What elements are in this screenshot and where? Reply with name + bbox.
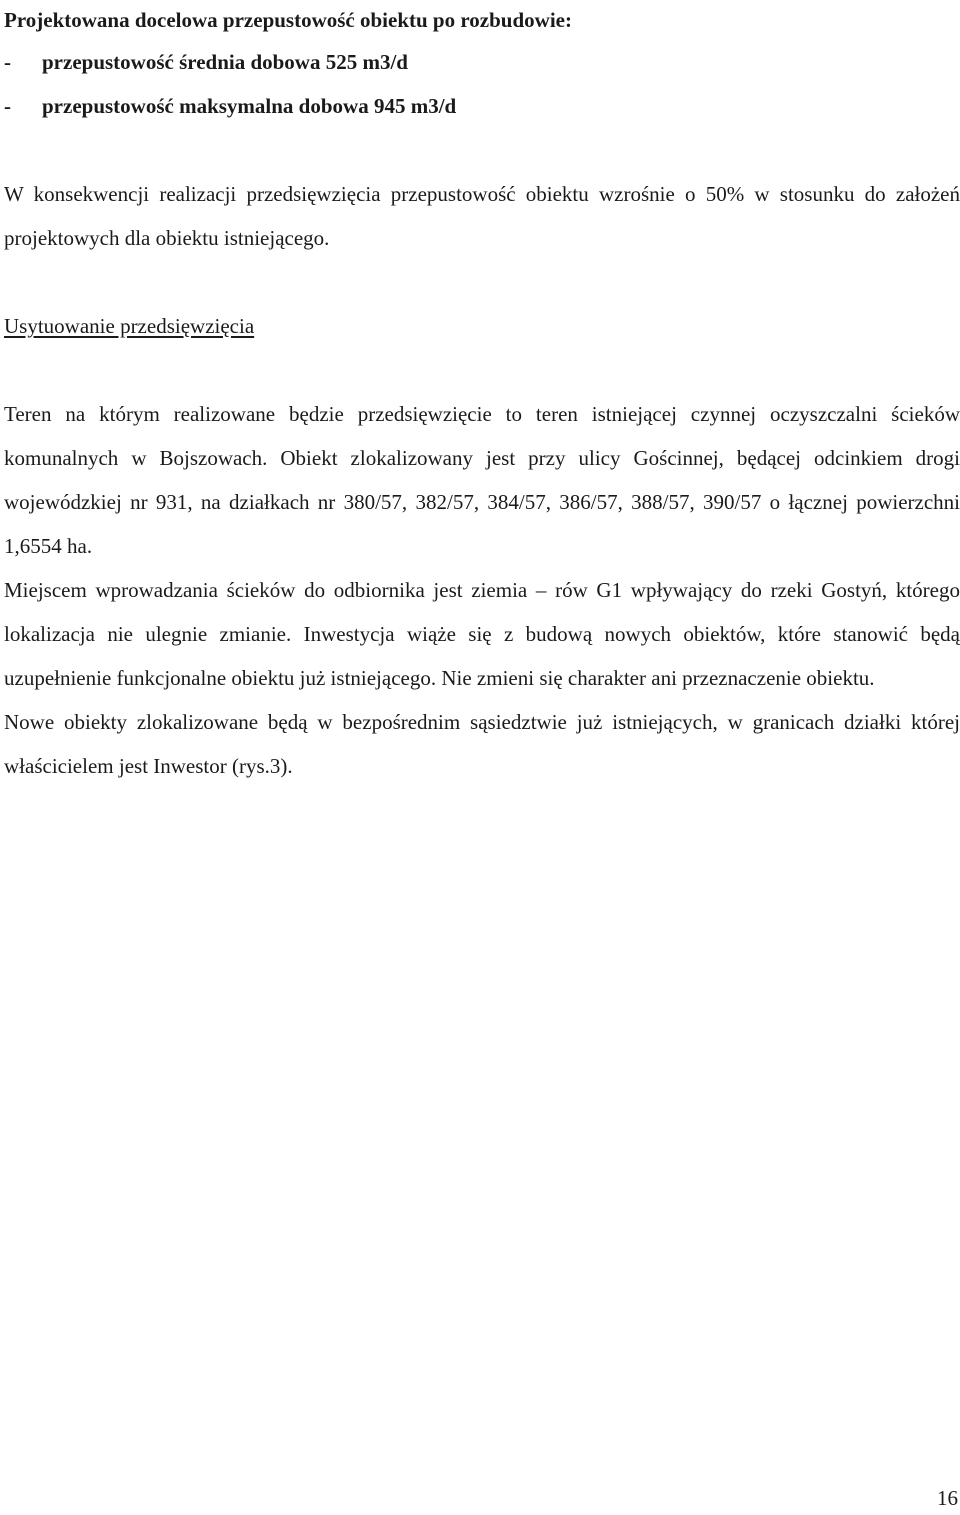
spacer <box>4 128 960 172</box>
page-number: 16 <box>937 1486 958 1510</box>
paragraph-location: Teren na którym realizowane będzie przedsięwzięcie to teren istniejącej czynnej oczyszczalni ścieków komunalnych w Bojszowach. Obiekt zlokalizowany jest przy ulicy Gościnnej, będącej odcinkiem drogi wojewódzkiej nr 931, na działkach nr 380/57, 382/57, 384/57, 386/57, 388/57, 390/57 o łącznej powierzchni 1,6554 ha. <box>4 402 960 558</box>
spacer <box>4 260 960 304</box>
capacity-list <box>4 40 960 128</box>
section-title: Usytuowanie przedsięwzięcia <box>4 314 255 338</box>
paragraph-discharge: Miejscem wprowadzania ścieków do odbiornika jest ziemia – rów G1 wpływający do rzeki Gostyń, którego lokalizacja nie ulegnie zmianie. Inwestycja wiąże się z budową nowych obiektów, które stanowić będą uzupełnienie funkcjonalne obiektu już istniejącego. Nie zmieni się charakter ani przeznaczenie obiektu. <box>4 578 960 690</box>
list-item-text: przepustowość maksymalna dobowa 945 m3/d <box>42 94 457 118</box>
spacer <box>4 348 960 392</box>
list-item <box>4 84 960 128</box>
document-page <box>4 0 960 788</box>
list-dash: - <box>4 94 11 118</box>
list-item-text: przepustowość średnia dobowa 525 m3/d <box>42 50 408 74</box>
paragraph-new-objects: Nowe obiekty zlokalizowane będą w bezpośrednim sąsiedztwie już istniejących, w granicach działki której właścicielem jest Inwestor (rys.3). <box>4 710 960 778</box>
list-item <box>4 40 960 84</box>
paragraph-increase: W konsekwencji realizacji przedsięwzięcia przepustowość obiektu wzrośnie o 50% w stosunku do założeń projektowych dla obiektu istniejącego. <box>4 182 960 250</box>
capacity-heading: Projektowana docelowa przepustowość obiektu po rozbudowie: <box>4 8 572 32</box>
list-dash: - <box>4 50 11 74</box>
